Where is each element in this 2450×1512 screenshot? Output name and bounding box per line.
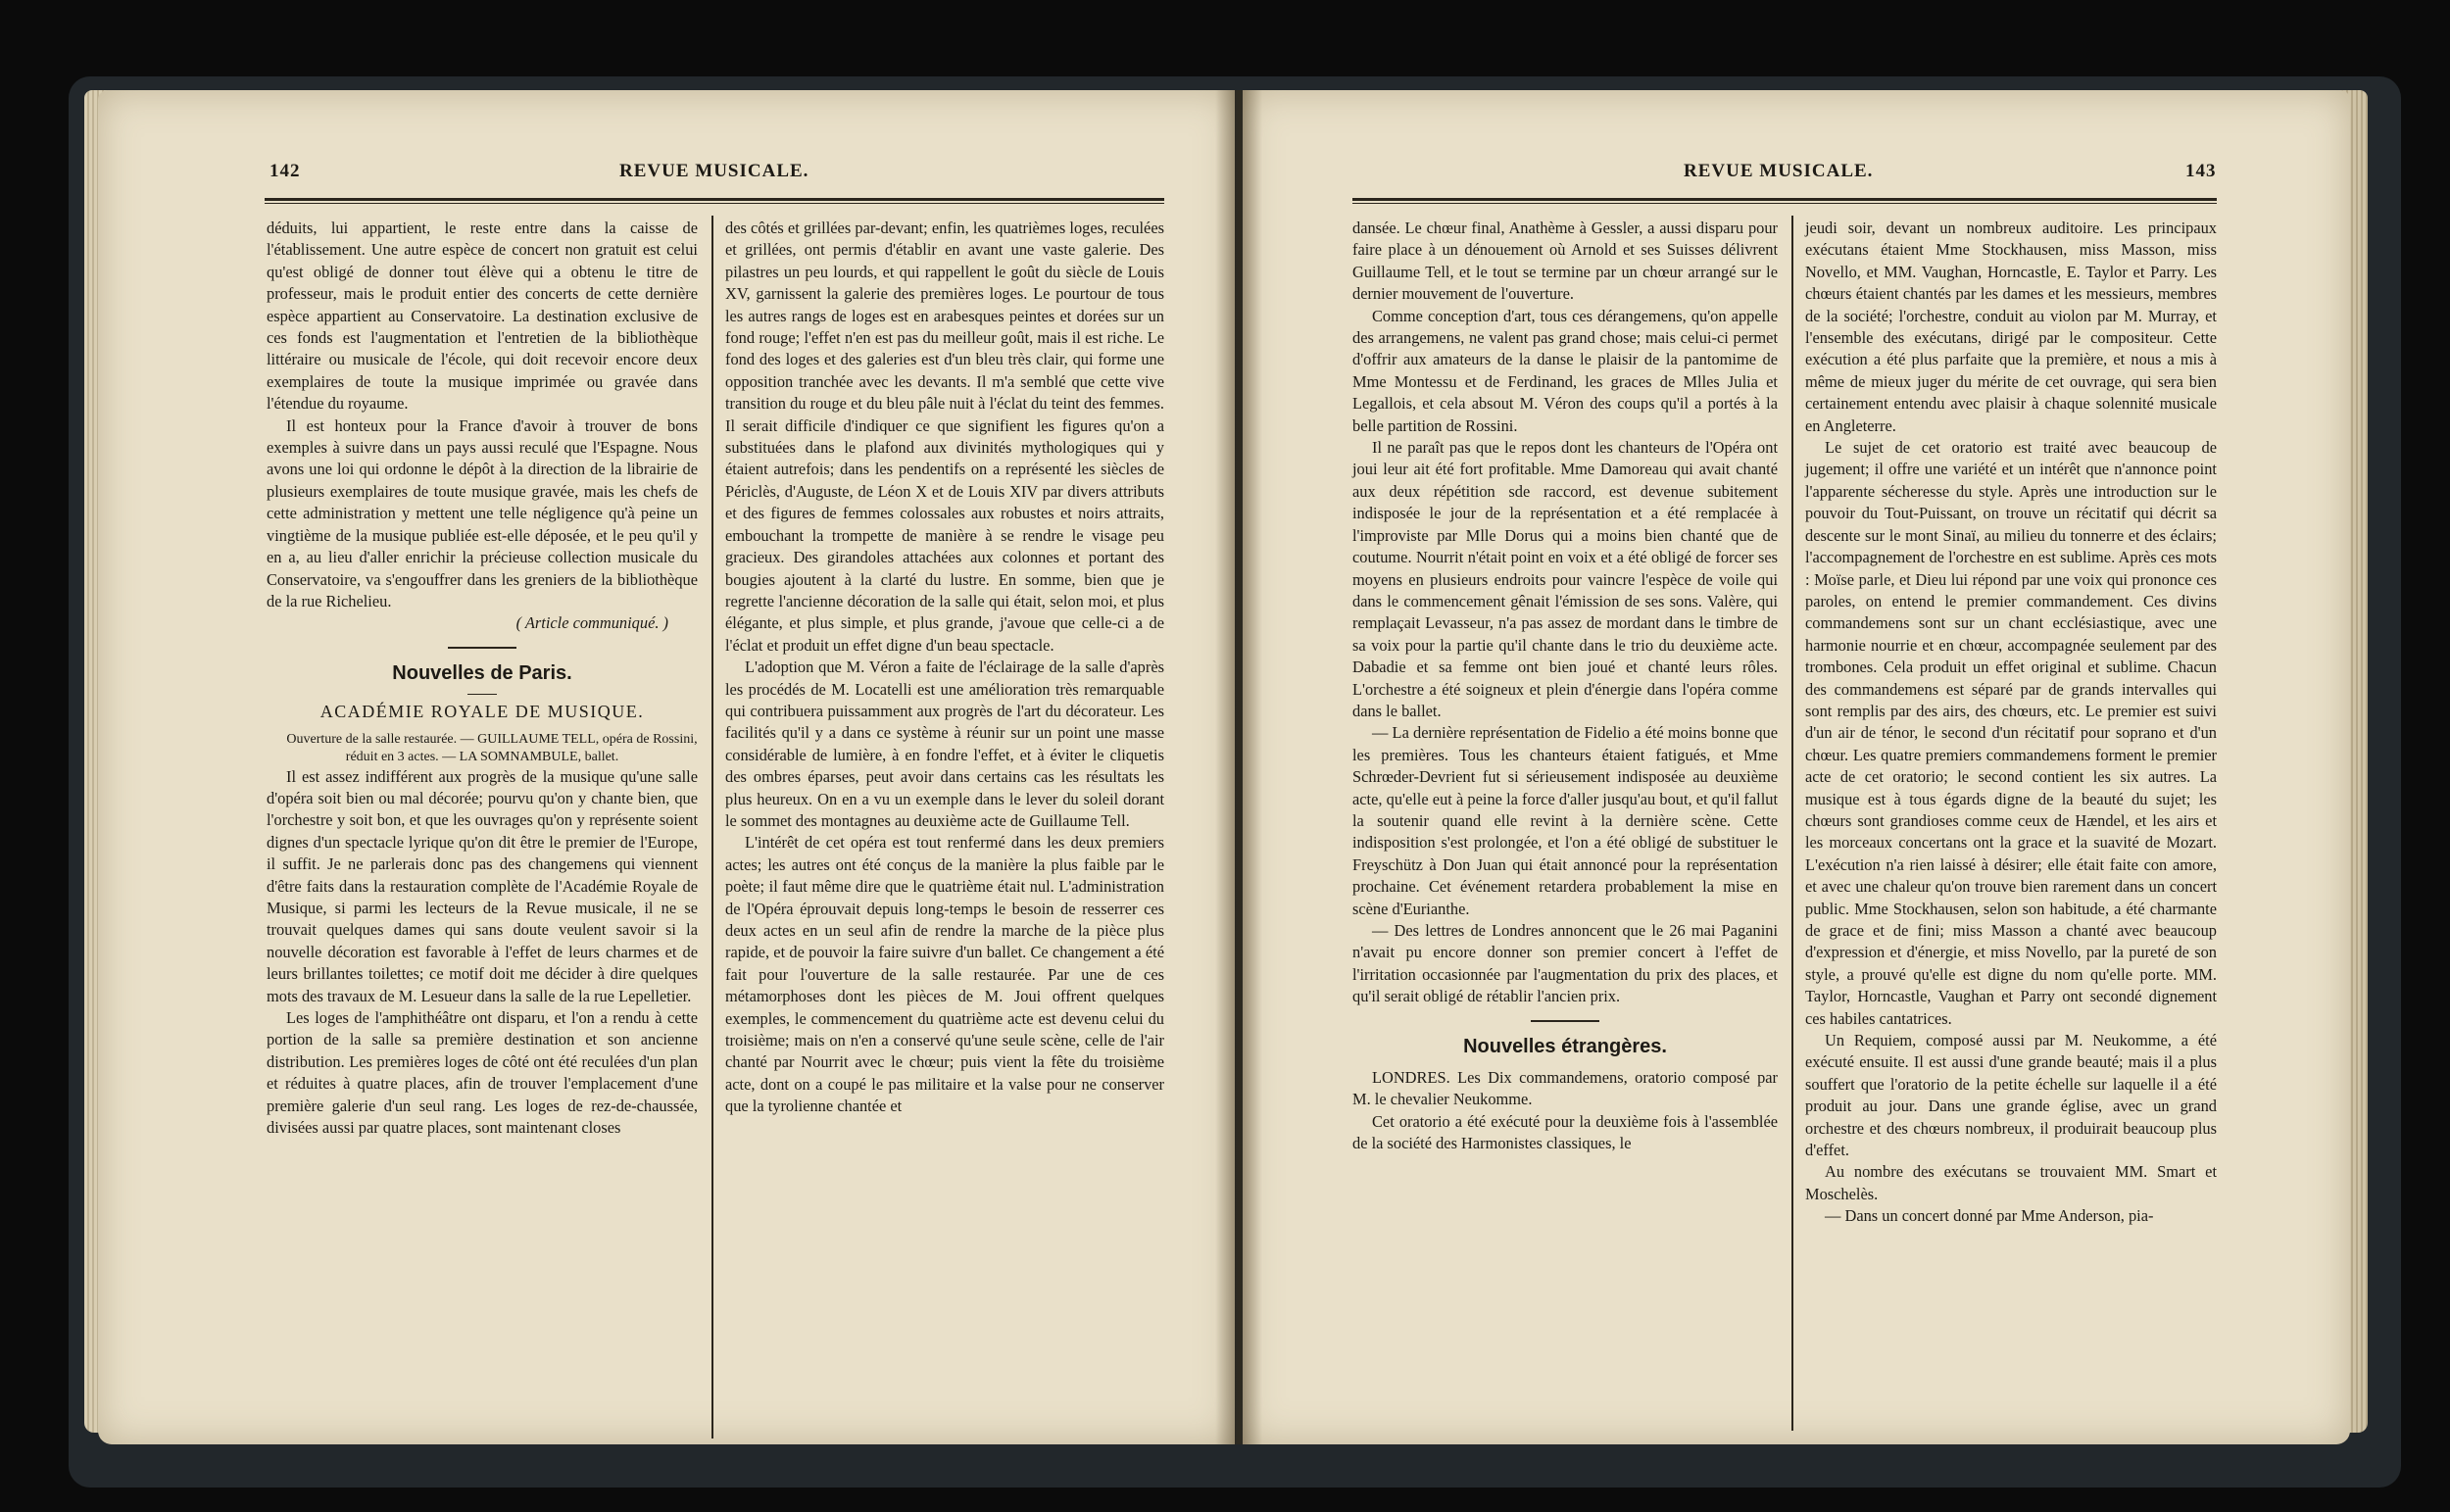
paragraph: Il ne paraît pas que le repos dont les chanteurs de l'Opéra ont joui leur ait été fort profitable. Mme Damoreau qui avait chanté aux deux répétition sde raccord, est devenue subitement indisposée le jour de la représentation et a été remplacée à l'improviste par Mlle Dorus qui a moins bien chanté que de coutume. Nourrit n'était point en voix et a été obligé de forcer ses moyens en plusieurs endroits pour vaincre l'espèce de voile qui dans le commencement gênait l'émission de ses sons. Valère, qui remplaçait Levasseur, n'a pas assez de mordant dans le timbre de sa voix pour la partie qu'il chante dans le trio du deuxième acte. Dabadie et sa femme ont bien joué et chanté leurs rôles. L'orchestre a été soigneux et plein d'énergie dans l'opéra comme dans le ballet. xyxy=(1352,438,1778,720)
paragraph: Un Requiem, composé aussi par M. Neukomme, a été exécuté ensuite. Il est aussi d'une grande beauté; mais il a plus souffert que l'oratorio de la petite échelle sur laquelle il a été produit au jour. Dans une grande église, avec un grand orchestre et des chœurs nombreux, il produirait beaucoup plus d'effet. xyxy=(1805,1031,2217,1160)
right-header-rule xyxy=(1352,198,2217,204)
paragraph: Il est assez indifférent aux progrès de la musique qu'une salle d'opéra soit bien ou mal décorée; pourvu qu'on y chante bien, que l'orchestre y soit bon, et que les ouvrages qu'on y représente soient dignes d'un spectacle lyrique qu'on dit être le premier de l'Europe, il suffit. Je ne parlerais donc pas des changemens qui viennent d'être faits dans la restauration complète de l'Académie Royale de Musique, si parmi les lecteurs de la Revue musicale, il ne se trouvait quelques dames qui sans doute veulent savoir si la nouvelle décoration est favorable à l'effet de leurs charmes et de leurs brillantes toilettes; ce motif doit me décider à dire quelques mots des travaux de M. Lesueur dans la salle de la rue Lepelletier. xyxy=(267,766,698,1005)
book-gutter xyxy=(1215,90,1262,1444)
paragraph: LONDRES. Les Dix commandemens, oratorio composé par M. le chevalier Neukomme. xyxy=(1352,1068,1778,1109)
section-ornament xyxy=(448,647,516,649)
paragraph: Le sujet de cet oratorio est traité avec beaucoup de jugement; il offre une variété et un intérêt que n'annonce point l'apparente sécheresse du style. Après une introduction sur le pouvoir du Tout-Puissant, on trouve un récitatif qui décrit sa descente sur le mont Sinaï, au milieu du tonnerre et des éclairs; l'accompagnement de l'orchestre en est sublime. Après ces mots : Moïse parle, et Dieu lui répond par une voix qui prononce ces paroles, on entend le premier commandement. Ces divins commandemens sont sur un chant ecclésiastique, avec une harmonie nourrie et en chœur, accompagnée seulement par des trombones. Cela produit un effet original et sublime. Chacun des commandemens est séparé par de grands intervalles qui sont remplis par des airs, des chœurs, etc. Le premier est suivi d'un air de ténor, le second d'un récitatif pour soprano et d'un chœur. Les quatre premiers commandemens forment le premier acte de cet oratorio; le second contient les six autres. La musique est à tous égards digne de la beauté du sujet; les chœurs sont grandioses comme ceux de Hændel, et les airs et les morceaux concertans ont la grace et la suavité de Mozart. L'exécution n'a rien laissé à désirer; elle était faite con amore, et avec une chaleur qu'on trouve bien rarement dans un concert public. Mme Stockhausen, selon son habitude, a été charmante de grace et de fini; miss Masson a chanté avec beaucoup d'expression et d'énergie, et miss Novello, par la pureté de son style, a prouvé qu'elle est digne du nom qu'elle porte. MM. Taylor, Horncastle, Vaughan et Parry ont secondé dignement ces habiles cantatrices. xyxy=(1805,438,2217,1028)
paragraph: — La dernière représentation de Fidelio a été moins bonne que les premières. Tous les chanteurs étaient fatigués, et Mme Schrœder-Devrient fut si sérieusement indisposée au deuxième acte, qu'elle eut à peine la force d'aller jusqu'au bout, et qu'il fallut la soutenir quand elle revint à la dernière scène. Cette indisposition s'est prolongée, et l'on a été obligé de substituer le Freyschütz à Don Juan qui était annoncé pour la représentation prochaine. Cet événement retardera probablement la mise en scène d'Eurianthe. xyxy=(1352,723,1778,918)
right-page-number: 143 xyxy=(2185,161,2217,181)
right-page xyxy=(1243,90,2350,1444)
paragraph: Cet oratorio a été exécuté pour la deuxième fois à l'assemblée de la société des Harmonistes classiques, le xyxy=(1352,1111,1778,1153)
program-note: Ouverture de la salle restaurée. — GUILLAUME TELL, opéra de Rossini, réduit en 3 actes. — LA SOMNAMBULE, ballet. xyxy=(286,731,698,764)
left-page-number: 142 xyxy=(270,161,301,181)
section-title-paris: Nouvelles de Paris. xyxy=(392,661,572,684)
paragraph: L'adoption que M. Véron a faite de l'éclairage de la salle d'après les procédés de M. Locatelli est une amélioration très remarquable qui contribuera puissamment aux progrès de l'art du décorateur. Les facilités qu'il y a dans ce système à réunir sur un point une masse considérable de lumière, à en fondre l'effet, et à éviter le cliquetis des ombres éparses, peut avoir dans certains cas les résultats les plus heureux. On en a vu un exemple dans le lever du soleil dorant le sommet des montagnes au deuxième acte de Guillaume Tell. xyxy=(725,658,1164,830)
paragraph: — Des lettres de Londres annoncent que le 26 mai Paganini n'avait pu encore donner son premier concert à l'effet de l'irritation occasionnée par l'augmentation du prix des places, et qu'il serait obligé de rétablir l'ancien prix. xyxy=(1352,921,1778,1006)
article-signature: ( Article communiqué. ) xyxy=(515,613,668,633)
left-page xyxy=(98,90,1235,1444)
column-divider xyxy=(711,216,713,1439)
right-running-head: REVUE MUSICALE. xyxy=(1684,161,1874,181)
paragraph: Au nombre des exécutans se trouvaient MM. Smart et Moschelès. xyxy=(1805,1162,2217,1203)
section-title-foreign: Nouvelles étrangères. xyxy=(1463,1035,1667,1057)
paragraph: L'intérêt de cet opéra est tout renfermé dans les deux premiers actes; les autres ont été conçus de la manière la plus faible par le poète; il faut même dire que le quatrième était nul. L'administration de l'Opéra éprouvait depuis long-temps le besoin de resserrer ces deux actes en un seul afin de rendre la marche de la pièce plus rapide, et de pouvoir la faire suivre d'un ballet. Ce changement a été fait pour l'ouverture de la salle restaurée. Par une de ces métamorphoses dont les pièces de M. Joui offrent quelques exemples, le commencement du quatrième acte est devenu celui du troisième; mais on n'en a conservé qu'une seule scène, celle de l'air chanté par Nourrit avec le chœur; puis vient la fête du troisième acte, dont on a coupé le pas militaire et la valse pour ne conserver que la tyrolienne chantée et xyxy=(725,833,1164,1116)
left-header-rule xyxy=(265,198,1164,204)
paragraph: Les loges de l'amphithéâtre ont disparu, et l'on a rendu à cette portion de la salle sa première destination et son ancienne distribution. Les premières loges de côté ont été reculées d'un plan et réduites à quatre places, afin de trouver l'emplacement d'une première galerie d'un seul rang. Les loges de rez-de-chaussée, divisées aussi par quatre places, sont maintenant closes xyxy=(267,1008,698,1138)
right-column-1 xyxy=(1352,218,1778,1155)
paragraph: jeudi soir, devant un nombreux auditoire. Les principaux exécutans étaient Mme Stockhausen, miss Masson, miss Novello, et MM. Vaughan, Horncastle, E. Taylor et Parry. Les chœurs étaient chantés par les dames et les messieurs, membres de la société; l'orchestre, conduit au violon par M. Murray, et l'ensemble des exécutans, dirigé par le compositeur. Cette exécution a été plus parfaite que la première, et nous a mis à même de mieux juger du mérite de cet ouvrage, qui sera bien certainement entendu avec plaisir à chaque solennité musicale en Angleterre. xyxy=(1805,219,2217,435)
left-column-2 xyxy=(725,218,1164,1118)
column-divider xyxy=(1791,216,1793,1431)
subsection-title: ACADÉMIE ROYALE DE MUSIQUE. xyxy=(319,702,645,722)
paragraph: dansée. Le chœur final, Anathème à Gessler, a aussi disparu pour faire place à un dénouement où Arnold et ses Suisses délivrent Guillaume Tell, et le tout se termine par un chœur arrangé sur le dernier mouvement de l'ouverture. xyxy=(1352,219,1778,304)
paragraph: déduits, lui appartient, le reste entre dans la caisse de l'établissement. Une autre espèce de concert non gratuit est celui qu'est obligé de donner tout élève qui a obtenu le titre de professeur, mais le produit entier des concerts de cette dernière espèce appartient au Conservatoire. La destination exclusive de ces fonds est l'augmentation et l'entretien de la bibliothèque littéraire ou musicale de l'école, qui doit recevoir encore deux exemplaires de toute la musique imprimée ou gravée dans l'étendue du royaume. xyxy=(267,219,698,414)
right-column-2 xyxy=(1805,218,2217,1228)
short-divider xyxy=(467,694,497,695)
paragraph: des côtés et grillées par-devant; enfin, les quatrièmes loges, reculées et grillées, ont permis d'établir en avant une vaste galerie. Des pilastres un peu lourds, et qui rappellent le goût du siècle de Louis XV, garnissent la galerie des premières loges. Le pourtour de tous les autres rangs de loges est en arabesques peintes et dorées sur un fond rouge; l'effet n'en est pas du meilleur goût, mais il est riche. Le fond des loges et des galeries est d'un bleu très clair, qui forme une opposition tranchée avec les devants. Il m'a semblé que cette vive transition du rouge et du bleu pâle nuit à l'éclat du teint des femmes. Il serait difficile d'indiquer ce que signifient les figures qu'on a substituées dans le plafond aux divinités mythologiques qui y étaient autrefois; dans les pendentifs on a représenté les siècles de Périclès, d'Auguste, de Léon X et de Louis XIV par divers attributs et des figures de femmes colossales aux robustes et noirs attraits, embouchant la trompette de manière à se rendre le visage peu gracieux. Des girandoles attachées aux colonnes et portant des bougies ajoutent à la clarté du lustre. En somme, bien que je regrette l'ancienne décoration de la salle qui était, selon moi, et plus élégante, et plus simple, et plus grande, j'avoue que celle-ci a de l'éclat et produit un effet digne d'un beau spectacle. xyxy=(725,219,1164,655)
paragraph: — Dans un concert donné par Mme Anderson, pia- xyxy=(1825,1206,2154,1226)
section-ornament xyxy=(1531,1020,1599,1022)
paragraph: Comme conception d'art, tous ces dérangemens, qu'on appelle des arrangemens, ne valent pas grand chose; mais celui-ci permet d'offrir aux amateurs de la danse le plaisir de la pantomime de Mme Montessu et de Ferdinand, les graces de Mlles Julia et Legallois, et cela absout M. Véron des coups qu'il a portés à la belle partition de Rossini. xyxy=(1352,306,1778,435)
left-running-head: REVUE MUSICALE. xyxy=(619,161,809,181)
left-column-1 xyxy=(267,218,698,1139)
paragraph: Il est honteux pour la France d'avoir à trouver de bons exemples à suivre dans un pays aussi reculé que l'Espagne. Nous avons une loi qui ordonne le dépôt à la direction de la librairie de plusieurs exemplaires de toute musique gravée, mais les chefs de cette administration y mettent une telle négligence qu'à peine un vingtième de la musique publiée est-elle déposée, et le peu qu'il y en a, au lieu d'aller enrichir la précieuse collection musicale du Conservatoire, va s'engouffrer dans les greniers de la bibliothèque de la rue Richelieu. xyxy=(267,415,698,610)
